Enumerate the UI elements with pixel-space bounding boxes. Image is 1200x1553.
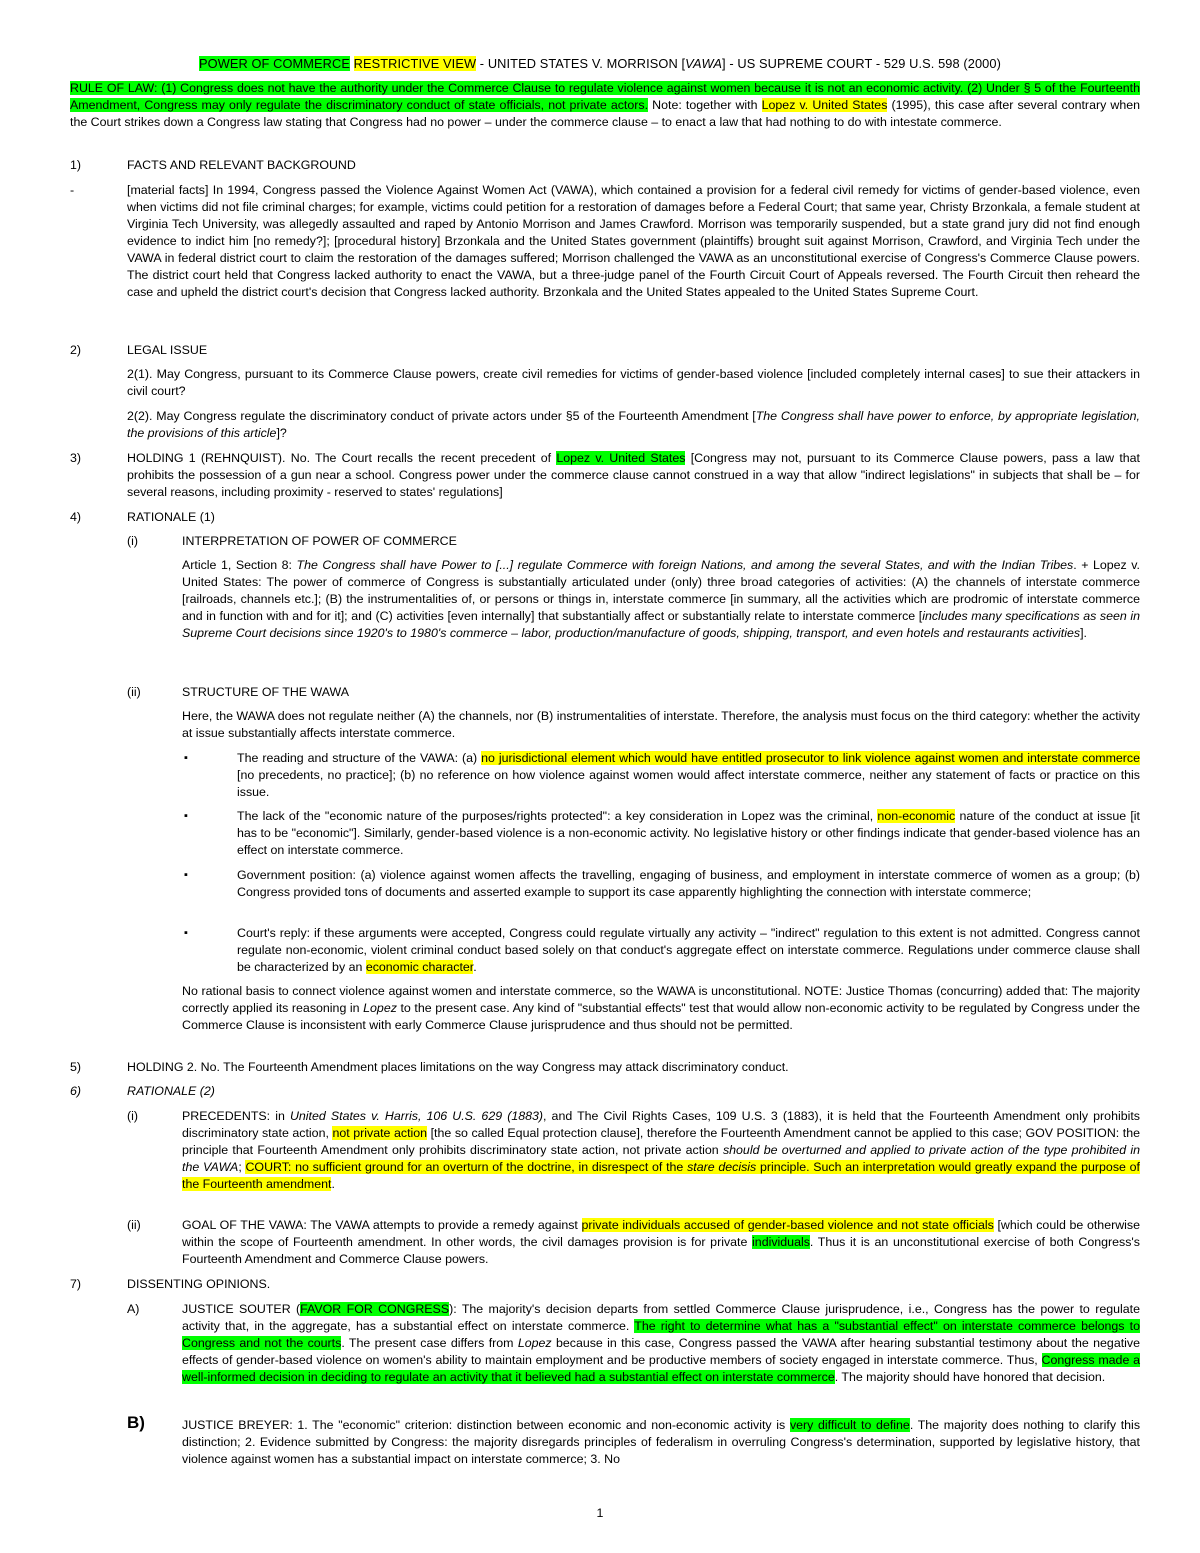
section-7-heading: DISSENTING OPINIONS. — [127, 1277, 271, 1291]
page-number: 1 — [596, 1506, 604, 1520]
bullet-marker: ▪ — [184, 927, 188, 939]
bullet-marker: ▪ — [184, 869, 188, 881]
rationale-2-i-number: (i) — [127, 1109, 139, 1123]
section-3-number: 3) — [70, 451, 82, 465]
section-7-number: 7) — [70, 1277, 82, 1291]
section-4-number: 4) — [70, 510, 82, 524]
power-of-commerce-paragraph: Article 1, Section 8: The Congress shall have Power to [...] regulate Commerce with foreign Nations, and among the several States, and with the Indian Tribes. + Lopez v. United States: The power of commerce of Congress is substantially articulated under (only) three broad categories of activities: (A) the channels of interstate commerce [railroads, channels etc.]; (B) the instrumentalities of, or persons or things in, interstate commerce [in summary, all the activities which are prodromic of interstate commerce and in function with and for it]; and (C) activities [even internally] that substantially affect or substantially relate to interstate commerce [includes many specifications as seen in Supreme Court decisions since 1920's to 1980's commerce – labor, production/manufacture of goods, shipping, transport, and even hotels and restaurants activities]. — [182, 558, 1141, 640]
rationale-1-i-number: (i) — [127, 534, 139, 548]
dissent-souter: JUSTICE SOUTER (FAVOR FOR CONGRESS): The majority's decision departs from settled Commerce Clause jurisprudence, i.e., Congress has the power to regulate activity that, in the aggregate, has a substantial effect on interstate commerce. The right to determine what has a "substantial effect" on interstate commerce belongs to Congress and not the courts. The present case differs from Lopez because in this case, Congress passed the VAWA after hearing substantial testimony about the negative effects of gender-based violence on women's ability to maintain employment and be productive members of society engaged in interstate commerce. Thus, Congress made a well-informed decision in deciding to regulate an activity that it believed had a substantial effect on interstate commerce. The majority should have honored that decision. — [182, 1302, 1141, 1384]
holding-2: HOLDING 2. No. The Fourteenth Amendment places limitations on the way Congress may attack discriminatory conduct. — [127, 1060, 789, 1074]
bullet-2: The lack of the "economic nature of the purposes/rights protected": a key consideration in Lopez was the criminal, non-economic nature of the conduct at issue [it has to be "economic"]. Similarly, gender-based violence is a non-economic activity. No legislative history or other findings indicate that gender-based violence has an effect on interstate commerce. — [237, 809, 1140, 857]
document-title: POWER OF COMMERCE RESTRICTIVE VIEW - UNITED STATES V. MORRISON [VAWA] - US SUPREME COURT - 529 U.S. 598 (2000) — [199, 56, 1001, 71]
rationale-1-i-heading: INTERPRETATION OF POWER OF COMMERCE — [182, 534, 457, 548]
bullet-marker: ▪ — [184, 752, 188, 764]
dissent-b-label: B) — [127, 1413, 145, 1432]
rule-of-law: RULE OF LAW: (1) Congress does not have the authority under the Commerce Clause to regulate violence against women because it is not an economic activity. (2) Under § 5 of the Fourteenth Amendment, Congress may only regulate the discriminatory conduct of state officials, not private actors. Note: together with Lopez v. United States (1995), this case after several contrary when the Court strikes down a Congress law stating that Congress had no power – under the commerce clause – to enact a law that had nothing to do with intestate commerce. — [70, 81, 1141, 129]
section-6-number: 6) — [70, 1084, 82, 1098]
vawa-goal-paragraph: GOAL OF THE VAWA: The VAWA attempts to provide a remedy against private individuals accused of gender-based violence and not state officials [which could be otherwise within the scope of Fourteenth amendment. In other words, the civil damages provision is for private individuals. Thus it is an unconstitutional exercise of both Congress's Fourteenth Amendment and Commerce Clause powers. — [182, 1218, 1140, 1266]
section-4-heading: RATIONALE (1) — [127, 510, 215, 524]
legal-issue-2: 2(2). May Congress regulate the discriminatory conduct of private actors under §5 of the Fourteenth Amendment [The Congress shall have power to enforce, by appropriate legislation, the provisions of this article]? — [127, 409, 1140, 440]
rationale-2-ii-number: (ii) — [127, 1218, 141, 1232]
section-1-number: 1) — [70, 158, 82, 172]
legal-issue-1: 2(1). May Congress, pursuant to its Commerce Clause powers, create civil remedies for victims of gender-based violence [included completely internal cases] to sue their attackers in civil court? — [127, 367, 1140, 398]
facts-paragraph: [material facts] In 1994, Congress passed the Violence Against Women Act (VAWA), which contained a provision for a federal civil remedy for victims of gender-based violence, even when victims did not file criminal charges; for example, victims could petition for a restoration of damages before a Federal Court; that same year, Christy Brzonkala, a female student at Virginia Tech University, was allegedly assaulted and raped by Antonio Morrison and James Crawford. Morrison was temporarily suspended, but a state grand jury did not find enough evidence to indict him [no remedy?]; [procedural history] Brzonkala and the United States government (plaintiffs) brought suit against Morrison, Crawford, and Virginia Tech under the VAWA in federal district court to claim the restoration of the damages suffered; Morrison challenged the VAWA as an unconstitutional exercise of Congress's Commerce Clause powers. The district court held that Congress lacked authority to enact the VAWA, but a three-judge panel of the Fourth Circuit Court of Appeals reversed. The Fourth Circuit then reheard the case and upheld the district court's decision that Congress lacked authority. Brzonkala and the United States appealed to the United States Supreme Court. — [127, 183, 1140, 299]
rationale-1-ii-number: (ii) — [127, 685, 141, 699]
precedents-paragraph: PRECEDENTS: in United States v. Harris, 106 U.S. 629 (1883), and The Civil Rights Cases, 109 U.S. 3 (1883), it is held that the Fourteenth Amendment only prohibits discriminatory state action, not private action [the so called Equal protection clause], therefore the Fourteenth Amendment cannot be applied to this case; GOV POSITION: the principle that Fourteenth Amendment only prohibits discriminatory state action, not private action should be overturned and applied to private action of the type prohibited in the VAWA; COURT: no sufficient ground for an overturn of the doctrine, in disrespect of the stare decisis principle. Such an interpretation would greatly expand the purpose of the Fourteenth amendment. — [182, 1109, 1140, 1191]
section-5-number: 5) — [70, 1060, 82, 1074]
section-6-heading: RATIONALE (2) — [127, 1084, 215, 1098]
facts-dash: - — [70, 183, 75, 197]
bullet-3: Government position: (a) violence against women affects the travelling, engaging of business, and employment in interstate commerce of women as a group; (b) Congress provided tons of documents and asserted example to support its case apparently highlighting the connection with interstate commerce; — [237, 868, 1140, 899]
rationale-1-ii-heading: STRUCTURE OF THE WAWA — [182, 685, 350, 699]
bullet-1: The reading and structure of the VAWA: (a) no jurisdictional element which would have entitled prosecutor to link violence against women and interstate commerce [no precedents, no practice]; (b) no reference on how violence against women would affect interstate commerce, neither any statement of facts or practice on this issue. — [237, 751, 1140, 799]
section-2-heading: LEGAL ISSUE — [127, 343, 208, 357]
dissent-a-label: A) — [127, 1302, 140, 1316]
dissent-breyer: JUSTICE BREYER: 1. The "economic" criterion: distinction between economic and non-economic activity is very difficult to define. The majority does nothing to clarify this distinction; 2. Evidence submitted by Congress: the majority disregards principles of federalism in overruling Congress's determination, supported by legislative history, that violence against women has a substantial impact on interstate commerce; 3. No — [182, 1418, 1141, 1466]
holding-1: HOLDING 1 (REHNQUIST). No. The Court recalls the recent precedent of Lopez v. United States [Congress may not, pursuant to its Commerce Clause powers, pass a law that prohibits the possession of a gun near a school. Congress power under the commerce clause cannot construed in a way that allow "indirect legislations" in subjects that shall be – for several reasons, including proximity - reserved to states' regulations] — [127, 451, 1140, 499]
bullet-4: Court's reply: if these arguments were accepted, Congress could regulate virtually any activity – "indirect" regulation to this extent is not admitted. Congress cannot regulate non-economic, violent criminal conduct based solely on that conduct's aggregate effect on interstate commerce. Regulations under commerce clause shall be characterized by an economic character. — [237, 926, 1140, 974]
section-2-number: 2) — [70, 343, 82, 357]
bullet-marker: ▪ — [184, 810, 188, 822]
wawa-structure-paragraph: Here, the WAWA does not regulate neither (A) the channels, nor (B) instrumentalities of interstate. Therefore, the analysis must focus on the third category: whether the activity at issue substantially affects interstate commerce. — [182, 709, 1140, 740]
section-1-heading: FACTS AND RELEVANT BACKGROUND — [127, 158, 356, 172]
rationale-1-conclusion: No rational basis to connect violence against women and interstate commerce, so the WAWA is unconstitutional. NOTE: Justice Thomas (concurring) added that: The majority correctly applied its reasoning in Lopez to the present case. Any kind of "substantial effects" test that would allow non-economic activity to be regulated by Congress under the Commerce Clause is inconsistent with early Commerce Clause jurisprudence and thus should not be permitted. — [182, 984, 1140, 1032]
